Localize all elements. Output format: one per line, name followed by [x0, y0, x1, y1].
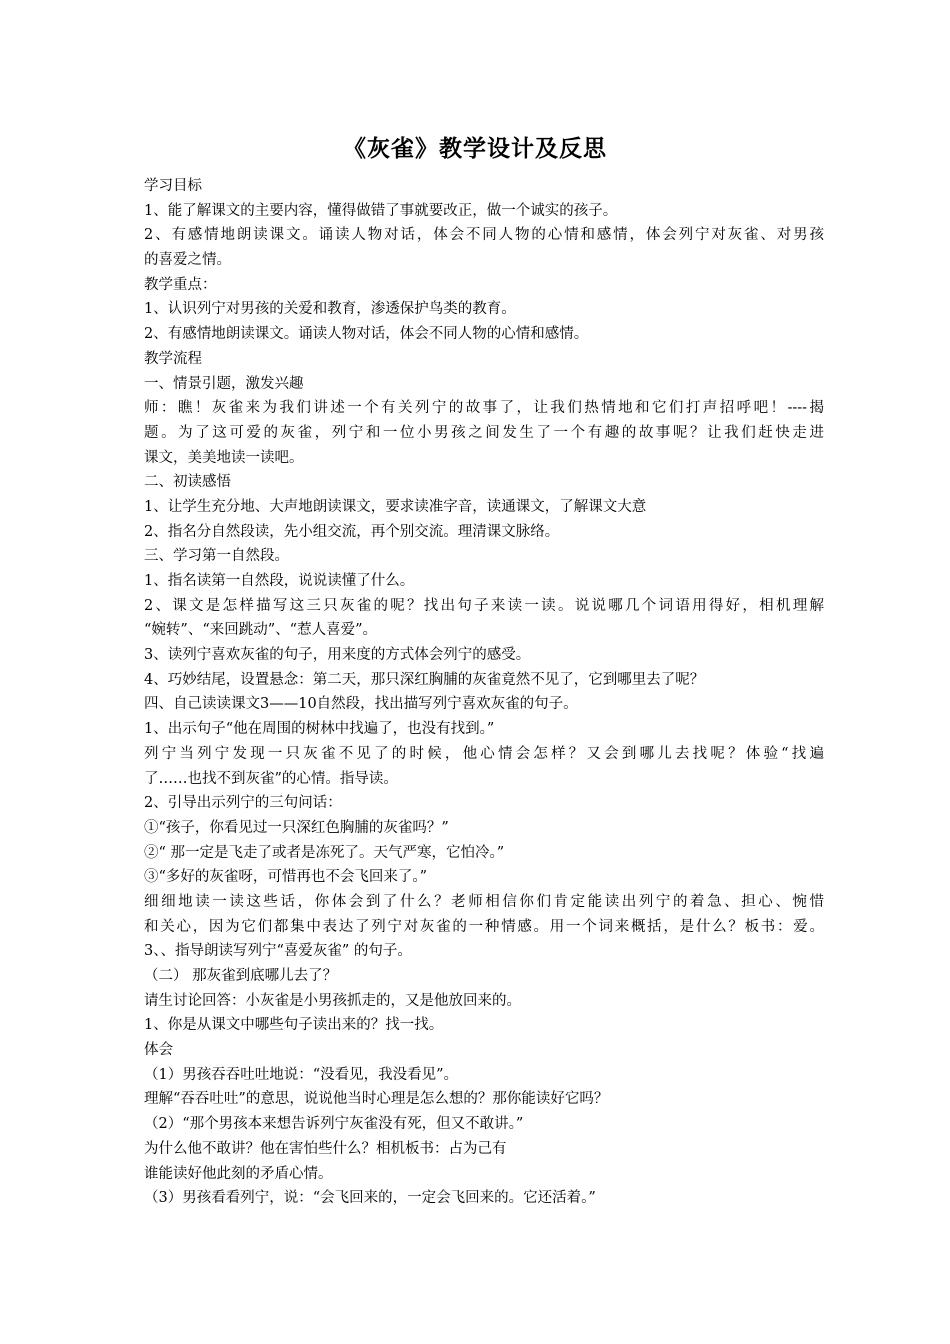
document-title: 《灰雀》教学设计及反思	[343, 135, 607, 162]
paragraph-line: 2、引导出示列宁的三句问话：	[144, 795, 342, 812]
paragraph-line: 教学重点：	[144, 276, 217, 293]
paragraph-line: （1）男孩吞吞吐吐地说：“没看见，我没看见”。	[144, 1066, 459, 1083]
paragraph-line: ②“ 那一定是飞走了或者是冻死了。天气严寒，它怕冷。”	[144, 844, 505, 861]
paragraph-line: 2、指名分自然段读，先小组交流，再个别交流。理清课文脉络。	[144, 523, 560, 540]
paragraph-line: 2、有感情地朗读课文。诵读人物对话，体会不同人物的心情和感情，体会列宁对灰雀、对男孩	[144, 227, 824, 244]
paragraph-line: 请生讨论回答：小灰雀是小男孩抓走的，又是他放回来的。	[144, 992, 521, 1009]
paragraph-line: 1、认识列宁对男孩的关爱和教育，渗透保护鸟类的教育。	[144, 301, 516, 318]
paragraph-line: 理解“吞吞吐吐”的意思，说说他当时心理是怎么想的？那你能读好它吗？	[144, 1091, 609, 1108]
paragraph-line: 教学流程	[144, 350, 202, 367]
paragraph-line: 3、、指导朗读写列宁“喜爱灰雀” 的句子。	[144, 943, 412, 960]
paragraph-line: 1、指名读第一自然段，说说读懂了什么。	[144, 573, 415, 589]
paragraph-line: 课文，美美地读一读吧。	[144, 449, 304, 466]
paragraph-line: 3、读列宁喜欢灰雀的句子，用来度的方式体会列宁的感受。	[144, 647, 531, 664]
paragraph-line: （3）男孩看看列宁，说：“会飞回来的，一定会飞回来的。它还活着。”	[144, 1190, 596, 1207]
paragraph-line: 1、你是从课文中哪些句子读出来的？找一找。	[144, 1017, 444, 1034]
paragraph-line: 师：瞧！灰雀来为我们讲述一个有关列宁的故事了，让我们热情地和它们打声招呼吧！----揭	[144, 400, 824, 417]
paragraph-line: （2）“那个男孩本来想告诉列宁灰雀没有死，但又不敢讲。”	[144, 1116, 524, 1133]
paragraph-line: 列宁当列宁发现一只灰雀不见了的时候，他心情会怎样？又会到哪儿去找呢？体验“找遍	[144, 745, 824, 762]
paragraph-line: 一、情景引题，激发兴趣	[144, 375, 304, 392]
paragraph-line: ①“孩子，你看见过一只深红色胸脯的灰雀吗？”	[144, 819, 449, 836]
paragraph-line: 的喜爱之情。	[144, 252, 231, 269]
paragraph-line: 题。为了这可爱的灰雀，列宁和一位小男孩之间发生了一个有趣的故事呢？让我们赶快走进	[144, 424, 824, 441]
paragraph-line: 谁能读好他此刻的矛盾心情。	[144, 1165, 333, 1182]
paragraph-line: 2、课文是怎样描写这三只灰雀的呢？找出句子来读一读。说说哪几个词语用得好，相机理解	[144, 597, 824, 614]
paragraph-line: 1、出示句子“他在周围的树林中找遍了，也没有找到。”	[144, 721, 495, 738]
paragraph-line: 学习目标	[144, 178, 202, 194]
paragraph-line: 为什么他不敢讲？他在害怕些什么？相机板书：占为己有	[144, 1140, 507, 1157]
document-body	[144, 174, 824, 1211]
paragraph-line: “婉转”、“来回跳动”、“惹人喜爱”。	[144, 622, 377, 639]
paragraph-line: 1、能了解课文的主要内容，懂得做错了事就要改正，做一个诚实的孩子。	[144, 202, 618, 219]
paragraph-line: 二、初读感悟	[144, 474, 231, 491]
paragraph-line: 1、让学生充分地、大声地朗读课文，要求读准字音，读通课文，了解课文大意	[144, 498, 647, 515]
paragraph-line: 体会	[144, 1042, 173, 1059]
paragraph-line: （二） 那灰雀到底哪儿去了？	[144, 968, 338, 984]
paragraph-line: 和关心，因为它们都集中表达了列宁对灰雀的一种情感。用一个词来概括，是什么？板书：爱。	[144, 918, 824, 935]
paragraph-line: 2、有感情地朗读课文。诵读人物对话，体会不同人物的心情和感情。	[144, 326, 589, 343]
paragraph-line: 四、自己读读课文3——10自然段，找出描写列宁喜欢灰雀的句子。	[144, 696, 578, 713]
paragraph-line: 了……也找不到灰雀”的心情。指导读。	[144, 770, 398, 787]
paragraph-line: 三、学习第一自然段。	[144, 548, 289, 565]
paragraph-line: 4、巧妙结尾，设置悬念：第二天，那只深红胸脯的灰雀竟然不见了，它到哪里去了呢？	[144, 671, 705, 688]
paragraph-line: ③“多好的灰雀呀，可惜再也不会飞回来了。”	[144, 869, 428, 886]
paragraph-line: 细细地读一读这些话，你体会到了什么？老师相信你们肯定能读出列宁的着急、担心、惋惜	[144, 893, 824, 910]
